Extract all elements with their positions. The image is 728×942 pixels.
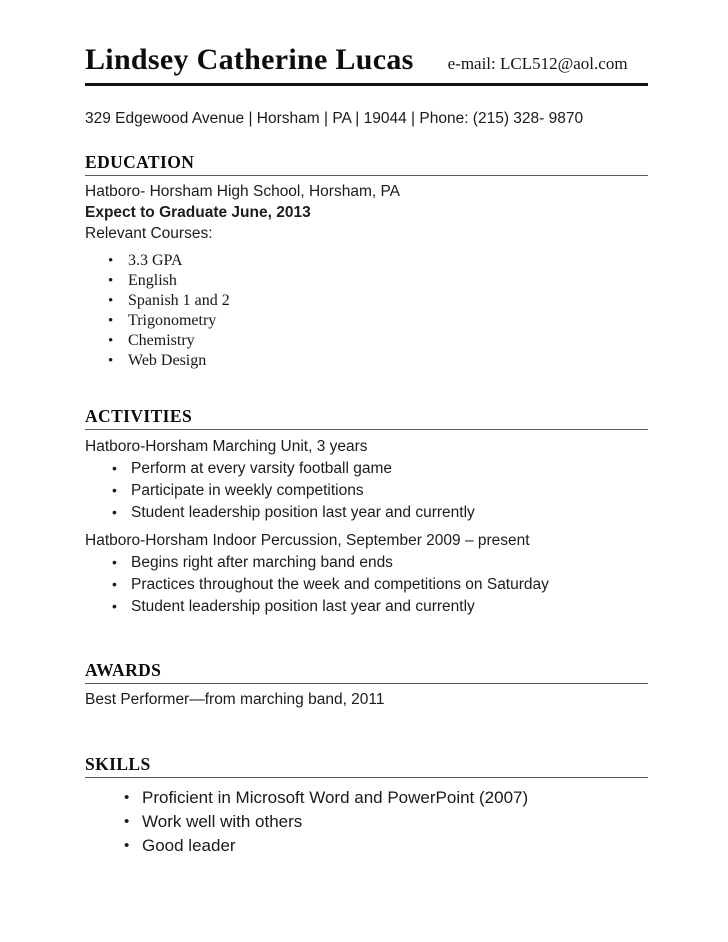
- skills-list: [85, 786, 648, 858]
- activities-heading: ACTIVITIES: [85, 407, 648, 430]
- skill-item: • Good leader: [85, 834, 648, 858]
- skill-item: • Work well with others: [85, 810, 648, 834]
- resume-header: [85, 44, 648, 128]
- section-education: [85, 153, 648, 371]
- activity-title: Hatboro-Horsham Marching Unit, 3 years: [85, 438, 368, 455]
- person-name: Lindsey Catherine Lucas: [85, 43, 414, 76]
- course-item: • Trigonometry: [85, 311, 648, 331]
- skill-item: • Proficient in Microsoft Word and PowerPoint (2007): [85, 786, 648, 810]
- award-item: Best Performer—from marching band, 2011: [85, 691, 385, 708]
- section-activities: [85, 407, 648, 617]
- activity-item: • Begins right after marching band ends: [85, 552, 648, 574]
- activity-item: • Perform at every varsity football game: [85, 458, 648, 480]
- education-courses-list: [85, 251, 648, 371]
- name-row: [85, 44, 648, 86]
- activity-item: • Participate in weekly competitions: [85, 480, 648, 502]
- education-school: Hatboro- Horsham High School, Horsham, PA: [85, 183, 401, 200]
- awards-heading: AWARDS: [85, 661, 648, 684]
- activity-title: Hatboro-Horsham Indoor Percussion, September 2009 – present: [85, 531, 530, 549]
- section-skills: [85, 755, 648, 858]
- course-item: • Chemistry: [85, 331, 648, 351]
- contact-line: 329 Edgewood Avenue | Horsham | PA | 19044 | Phone: (215) 328- 9870: [85, 110, 584, 127]
- activity-item: • Student leadership position last year and currently: [85, 596, 648, 618]
- activity-items-list: [85, 458, 648, 524]
- course-item: • English: [85, 271, 648, 291]
- education-courses-label: Relevant Courses:: [85, 225, 213, 242]
- activity-group: [85, 530, 648, 618]
- section-awards: [85, 661, 648, 710]
- activity-group: [85, 436, 648, 524]
- email-text: e-mail: LCL512@aol.com: [447, 54, 628, 73]
- course-item: • Web Design: [85, 351, 648, 371]
- course-item: • Spanish 1 and 2: [85, 291, 648, 311]
- education-graduation: Expect to Graduate June, 2013: [85, 204, 311, 221]
- activity-items-list: [85, 552, 648, 618]
- activity-item: • Practices throughout the week and competitions on Saturday: [85, 574, 648, 596]
- course-item: • 3.3 GPA: [85, 251, 648, 271]
- skills-heading: SKILLS: [85, 755, 648, 778]
- activity-item: • Student leadership position last year and currently: [85, 502, 648, 524]
- education-heading: EDUCATION: [85, 153, 648, 176]
